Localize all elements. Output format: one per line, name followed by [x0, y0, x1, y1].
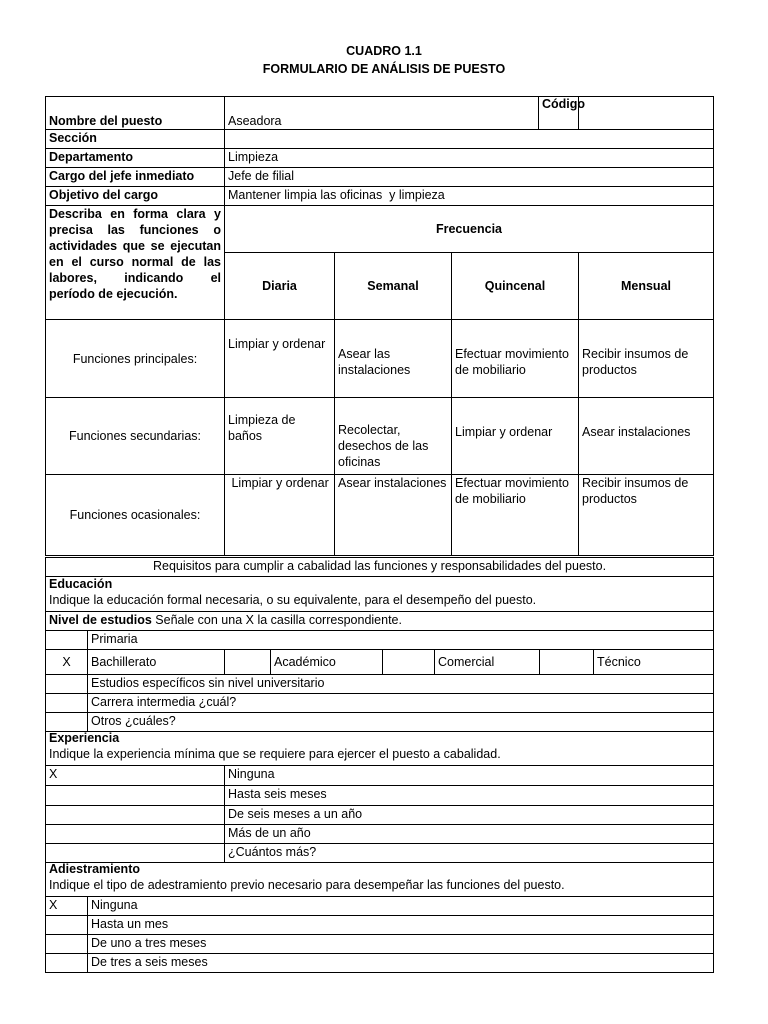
secundaria-quincenal[interactable]: Limpiar y ordenar	[452, 398, 579, 475]
row-puesto	[46, 97, 714, 130]
otros-checkbox[interactable]	[46, 713, 88, 732]
row-adi-tres-meses	[46, 934, 714, 953]
puesto-value[interactable]: Aseadora	[225, 97, 539, 130]
adiestramiento-title: Adiestramiento	[49, 862, 140, 876]
estudios-especificos-checkbox[interactable]	[46, 675, 88, 694]
frecuencia-header: Frecuencia	[225, 206, 714, 253]
document-subtitle: FORMULARIO DE ANÁLISIS DE PUESTO	[262, 62, 506, 76]
bachillerato-label: Bachillerato	[88, 650, 225, 675]
experiencia-section	[46, 731, 714, 765]
principal-mensual[interactable]: Recibir insumos de productos	[579, 320, 714, 398]
departamento-value[interactable]: Limpieza	[225, 149, 714, 168]
principal-semanal[interactable]: Asear las instalaciones	[335, 320, 452, 398]
col-diaria: Diaria	[225, 253, 335, 320]
departamento-label: Departamento	[46, 149, 225, 168]
nivel-instructions: Señale con una X la casilla correspondiente.	[151, 613, 402, 627]
row-exp-ninguna	[46, 765, 714, 785]
row-primaria	[46, 631, 714, 650]
job-info-table	[45, 96, 714, 556]
row-exp-cuantos	[46, 843, 714, 862]
row-funciones-ocasionales	[46, 475, 714, 556]
row-adiestramiento	[46, 862, 714, 896]
academico-label: Académico	[271, 650, 383, 675]
exp-un-ano-label: De seis meses a un año	[225, 805, 714, 824]
col-mensual: Mensual	[579, 253, 714, 320]
adi-ninguna-label: Ninguna	[88, 896, 714, 915]
exp-seis-meses-checkbox[interactable]	[46, 785, 225, 805]
exp-mas-un-ano-checkbox[interactable]	[46, 824, 225, 843]
ocasional-quincenal[interactable]: Efectuar movimiento de mobiliario	[452, 475, 579, 556]
objetivo-label: Objetivo del cargo	[46, 187, 225, 206]
estudios-especificos-label: Estudios específicos sin nivel universitario	[88, 675, 714, 694]
row-departamento	[46, 149, 714, 168]
adi-tres-meses-checkbox[interactable]	[46, 934, 88, 953]
row-nivel-estudios	[46, 612, 714, 631]
adi-un-mes-label: Hasta un mes	[88, 915, 714, 934]
funciones-principales-label: Funciones principales:	[46, 320, 225, 398]
row-adi-seis-meses	[46, 953, 714, 972]
nivel-label: Nivel de estudios	[49, 613, 152, 627]
requisitos-text: Requisitos para cumplir a cabalidad las funciones y responsabilidades del puesto.	[46, 558, 714, 577]
adi-seis-meses-label: De tres a seis meses	[88, 953, 714, 972]
adiestramiento-section	[46, 862, 714, 896]
secundaria-mensual[interactable]: Asear instalaciones	[579, 398, 714, 475]
functions-instructions: Describa en forma clara y precisa las funciones o actividades que se ejecutan en el curso normal de las labores, indicando el período de ejecución.	[46, 206, 225, 320]
row-educacion	[46, 577, 714, 612]
exp-ninguna-checkbox[interactable]: X	[46, 765, 225, 785]
principal-quincenal[interactable]: Efectuar movimiento de mobiliario	[452, 320, 579, 398]
row-exp-seis-meses	[46, 785, 714, 805]
exp-seis-meses-label: Hasta seis meses	[225, 785, 714, 805]
codigo-value[interactable]	[579, 97, 714, 130]
experiencia-instructions: Indique la experiencia mínima que se requiere para ejercer el puesto a cabalidad.	[49, 747, 501, 761]
row-objetivo	[46, 187, 714, 206]
ocasional-mensual[interactable]: Recibir insumos de productos	[579, 475, 714, 556]
row-experiencia	[46, 731, 714, 765]
nivel-estudios	[46, 612, 714, 631]
codigo-label: Código	[539, 97, 579, 130]
row-exp-mas-un-ano	[46, 824, 714, 843]
ocasional-semanal[interactable]: Asear instalaciones	[335, 475, 452, 556]
ocasional-diaria[interactable]: Limpiar y ordenar	[225, 475, 335, 556]
col-semanal: Semanal	[335, 253, 452, 320]
row-otros	[46, 713, 714, 732]
row-jefe	[46, 168, 714, 187]
row-requisitos	[46, 558, 714, 577]
comercial-checkbox[interactable]	[383, 650, 435, 675]
col-quincenal: Quincenal	[452, 253, 579, 320]
adiestramiento-instructions: Indique el tipo de adestramiento previo necesario para desempeñar las funciones del puesto.	[49, 878, 565, 892]
training-table	[45, 862, 714, 973]
row-adi-un-mes	[46, 915, 714, 934]
primaria-label: Primaria	[88, 631, 714, 650]
educacion-title: Educación	[49, 577, 113, 591]
puesto-label: Nombre del puesto	[46, 97, 225, 130]
adi-ninguna-checkbox[interactable]: X	[46, 896, 88, 915]
row-funciones-principales	[46, 320, 714, 398]
seccion-label: Sección	[46, 130, 225, 149]
experience-table	[45, 731, 714, 863]
row-carrera-intermedia	[46, 694, 714, 713]
primaria-checkbox[interactable]	[46, 631, 88, 650]
educacion-section	[46, 577, 714, 612]
exp-cuantos-checkbox[interactable]	[46, 843, 225, 862]
exp-ninguna-label: Ninguna	[225, 765, 714, 785]
adi-tres-meses-label: De uno a tres meses	[88, 934, 714, 953]
otros-label: Otros ¿cuáles?	[88, 713, 714, 732]
funciones-secundarias-label: Funciones secundarias:	[46, 398, 225, 475]
secundaria-diaria[interactable]: Limpieza de baños	[225, 398, 335, 475]
row-adi-ninguna	[46, 896, 714, 915]
carrera-intermedia-checkbox[interactable]	[46, 694, 88, 713]
education-table	[45, 557, 714, 732]
secundaria-semanal[interactable]: Recolectar, desechos de las oficinas	[335, 398, 452, 475]
funciones-ocasionales-label: Funciones ocasionales:	[46, 475, 225, 556]
row-bachillerato	[46, 650, 714, 675]
adi-un-mes-checkbox[interactable]	[46, 915, 88, 934]
bachillerato-checkbox[interactable]: X	[46, 650, 88, 675]
educacion-instructions: Indique la educación formal necesaria, o su equivalente, para el desempeño del puesto.	[49, 593, 537, 607]
jefe-value[interactable]: Jefe de filial	[225, 168, 714, 187]
row-funciones-secundarias	[46, 398, 714, 475]
carrera-intermedia-label: Carrera intermedia ¿cuál?	[88, 694, 714, 713]
exp-cuantos-label: ¿Cuántos más?	[225, 843, 714, 862]
row-estudios-especificos	[46, 675, 714, 694]
row-exp-un-ano	[46, 805, 714, 824]
academico-checkbox[interactable]	[225, 650, 271, 675]
exp-mas-un-ano-label: Más de un año	[225, 824, 714, 843]
adi-seis-meses-checkbox[interactable]	[46, 953, 88, 972]
exp-un-ano-checkbox[interactable]	[46, 805, 225, 824]
objetivo-value[interactable]: Mantener limpia las oficinas y limpieza	[225, 187, 714, 206]
experiencia-title: Experiencia	[49, 731, 120, 745]
jefe-label: Cargo del jefe inmediato	[46, 168, 225, 187]
comercial-label: Comercial	[435, 650, 540, 675]
tecnico-checkbox[interactable]	[540, 650, 594, 675]
row-frecuencia	[46, 206, 714, 253]
tecnico-label: Técnico	[594, 650, 714, 675]
principal-diaria[interactable]: Limpiar y ordenar	[225, 320, 335, 398]
row-seccion	[46, 130, 714, 149]
document-title: CUADRO 1.1	[346, 44, 422, 58]
seccion-value[interactable]	[225, 130, 714, 149]
